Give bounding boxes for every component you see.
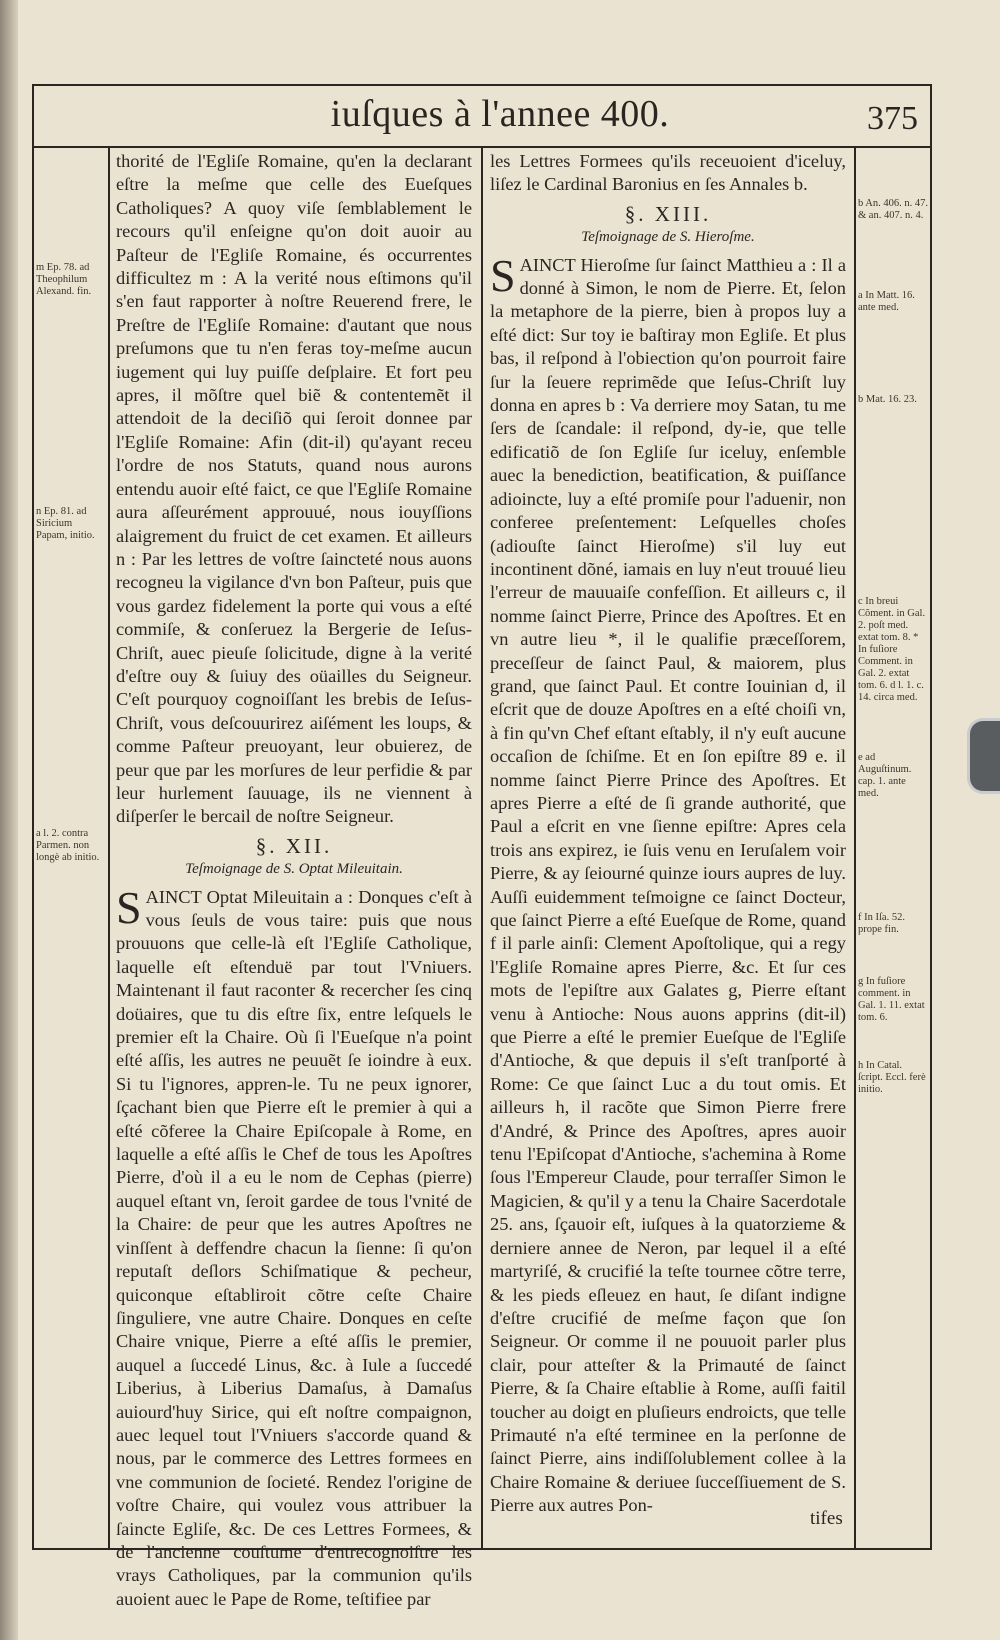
paragraph: [116, 881, 472, 1612]
page-clip: [967, 718, 1000, 794]
running-head: iuſques à l'annee 400.: [330, 93, 670, 135]
gutter-shadow: [0, 0, 18, 1640]
section-subtitle: Teſmoignage de S. Optat Mileuitain.: [185, 861, 403, 878]
paragraph: thorité de l'Egliſe Romaine, qu'en la declarant eſtre la meſme que celle des Eueſques Catholiques? A quoy viſe ſemblablement le recours qu'il enſeigne qu'on doit auoir au Paſteur de l'Egliſe Romaine, és occurrentes difficultez m : A la verité nous eſtimons qu'il s'en faut rapporter à noſtre Reuerend frere, le Preſtre de l'Egliſe Romaine: d'autant que nous preſumons que tu n'en feras toy-meſme aucun iugement qui luy puiſſe deſplaire. Et fort peu apres, il mõſtre quel biẽ & contentemẽt il attendoit de la deciſiõ qui ſeroit donnee par l'Egliſe Romaine: Afin (dit-il) qu'ayant receu l'ordre de nos Statuts, quand nous aurons entendu auoir eſté faict, ce que l'Egliſe Romaine aura aſſeurément approuué, nous iouyſſions alaigrement du fruict de cet examen. Et ailleurs n : Par les lettres de voſtre ſainctеté nous auons recognеu la vigilance d'vn bon Paſteur, puis que vous gardez fidelement la porte qui vous a eſté commiſe, & conſeruez la Bergerie de Ieſus-Chriſt, auec pieuſe ſolicitude, digne à la verité d'eſtre ouy & ſuiuy des oüailles du Seigneur. C'eſt pourquoy cognoiſſant les brebis de Ieſus-Chriſt, vous deſcouurirez aiſément les loups, & comme Paſteur preuoyant, leur obuierez, de peur que par les morſures de leur perfidie & par leur hurlement ſauuage, ils ne viennent à diſperſer le bercail de noſtre Seigneur.: [116, 151, 472, 827]
margin-note: n Ep. 81. ad Siricium Papam, initio.: [36, 506, 95, 541]
section-heading: §. XII.: [255, 833, 333, 858]
paragraph: [490, 249, 846, 1518]
margin-note: e ad Auguſtinum. cap. 1. ante med.: [858, 752, 912, 799]
margin-note: a In Matt. 16. ante med.: [858, 290, 915, 313]
section-heading: §. XIII.: [624, 201, 712, 226]
margin-note: b An. 406. n. 47. & an. 407. n. 4.: [858, 198, 929, 221]
paragraph: les Lettres Formees qu'ils receuoient d'iceluy, liſez le Cardinal Baronius en ſes Annales b.: [490, 151, 846, 195]
frame-right-line: [930, 84, 932, 1550]
frame-rule-top: [32, 84, 932, 86]
right-text-column: [490, 150, 846, 1518]
drop-cap: S: [116, 881, 142, 933]
page-number: 375: [867, 100, 918, 137]
section-subtitle: Teſmoignage de S. Hieroſme.: [581, 229, 755, 246]
paragraph-text: AINCT Hieroſme ſur ſainct Matthieu a : Il a donné à Simon, le nom de Pierre. Et, ſelon la metaphore de la pierre, bien à propos luy a eſté dict: Sur toy ie baſtiray mon Egliſe. Et plus bas, il reſpond à l'obiection qu'on pourroit faire ſur la ſeuere reprimẽde que Ieſus-Chriſt luy donna en apres b : Va derriere moy Satan, tu me ſers de ſcandale: il reſpond, dy-ie, que telle edificatiõ de ſon Egliſe ſur iceluy, enſemble auec la benediction, beatification, & puiſſance adioincte, luy a eſté promiſe pour l'aduenir, non conferee preſentement: Leſquelles choſes (adiouſte ſainct Hieroſme) s'il luy eut incontinent dõné, iamais en luy n'eut trouué lieu l'erreur de mauuaiſe confeſſion. Et ailleurs c, il nomme ſainct Pierre, Prince des Apoſtres. Et en vn autre lieu *, il le qualifie præceſſorem, preceſſeur de ſainct Paul, & maiorem, plus grand, que ſainct Paul. Et contre Iouinian d, il eſcrit que de douze Apoſtres en a eſté choiſi vn, à fin qu'vn Chef eſtant eſtably, il n'y euſt aucune occaſion de ſchiſme. Et en ſon epiſtre 89 e. il nomme ſainct Pierre Prince des Apoſtres. Et apres Pierre a eſté de ſi grande authorité, que Paul a eſcrit en vne ſienne epiſtre: Apres cela trois ans expirez, ie ſuis venu en Ieruſalem voir Pierre, & ay ſeiourné quinze iours aupres de luy. Auſſi euidemment teſmoigne ce ſainct Docteur, que ſainct Pierre a eſté Eueſque de Rome, quand f il parle ainſi: Clement Apoſtolique, qui a regy l'Egliſe Romaine apres Pierre, &c. Et ſur ces mots de l'epiſtre aux Galates g, Pierre eſtant venu à Antioche: Nous auons apprins (dit-il) que Pierre a eſté le premier Eueſque de l'Egliſe d'Antioche, & que depuis il s'eſt tranſporté à Rome: Ce que ſainct Luc a du tout omis. Et ailleurs h, il racõte que Simon Pierre frere d'André, & Prince des Apoſtres, apres auoir tenu l'Epiſcopat d'Antioche, s'achemina à Rome ſous l'Empereur Claude, pour terraſſer Simon le Magicien, & qu'il y a tenu la Chaire Sacerdotale 25. ans, ſçauoir eſt, iuſques à la quatorzieme & derniere annee de Neron, par lequel il a eſté martyriſé, & crucifié la teſte tournee cõtre terre, & les pieds eſleuez en haut, ſe diſant indigne d'eſtre crucifié de meſme façon que ſon Seigneur. Or comme il ne pouuoit parler plus clair, pour atteſter & la Primauté de ſainct Pierre, & ſa Chaire eſtablie à Rome, auſſi faitil toucher au doigt en pluſieurs endroicts, que telle Primauté n'a eſté terminee en la perſonne de ſainct Pierre, ains indiſſolublement colleе à la Chaire Romaine & deriuee ſucceſſiuement de S. Pierre aux autres Pon-: [490, 254, 846, 1516]
column-divider: [481, 146, 483, 1550]
margin-note: g In fuſiore comment. in Gal. 1. 11. extat tom. 6.: [858, 976, 925, 1023]
margin-note: b Mat. 16. 23.: [858, 394, 917, 405]
margin-note: c In breui Cõment. in Gal. 2. poſt med. extat tom. 8. * In fuſiore Comment. in Gal. 2. extat tom. 6. d l. 1. c. 14. circa med.: [858, 596, 926, 703]
paragraph-text: AINCT Optat Mileuitain a : Donques c'eſt à vous ſeuls de vous taire: puis que nous prouuons que celle-là eſt l'Egliſe Catholique, laquelle eſt eſtenduë par tout l'Vniuers. Maintenant il faut raconter & recercher ſes cinq doüaires, que tu dis eſtre ſix, entre leſquels le premier eſt la Chaire. Où ſi l'Eueſque n'a point eſté aſſis, les autres ne peuuẽt ſe ioindre à eux. Si tu l'ignores, appren-le. Tu ne peux ignorer, ſçachant bien que Pierre eſt le premier à qui a eſté cõferee la Chaire Epiſcopale à Rome, en laquelle a eſté aſſis le Chef de tous les Apoſtres Pierre, d'où il a eu le nom de Cephas (pierre) auquel eſtant vn, ſeroit gardee de tous l'vnité de la Chaire: de peur que les autres Apoſtres ne vinſſent à deffendre chacun la ſienne: ſi qu'on reputaſt deſlors Schiſmatique & pecheur, quiconque eſtabliroit cõtre ceſte Chaire ſinguliere, vne autre Chaire. Donques en ceſte Chaire vnique, Pierre a eſté aſſis le premier, auquel a ſuccedé Linus, &c. à Iule a ſuccedé Liberius, à Liberius Damaſus, à Damaſus auiourd'huy Sirice, qui eſt noſtre compaignon, auec lequel tout l'Vniuers s'accorde quand & nous, par le commerce des Lettres formees en vne communion de ſocieté. Rendez l'origine de voſtre Chaire, qui voulez vous attribuer la ſaincte Egliſe, &c. De ces Lettres Formees, & de l'ancienne couſtume d'entrecognoiſtre les vrays Catholiques, par la communion qu'ils auoient auec le Pape de Rome, teſtifiee par: [116, 886, 472, 1609]
catchword: tifes: [810, 1508, 843, 1529]
margin-note: m Ep. 78. ad Theophilum Alexand. fin.: [36, 262, 92, 297]
margin-rule-right: [854, 146, 856, 1550]
frame-left-line: [32, 84, 34, 1550]
drop-cap: S: [490, 249, 516, 301]
left-text-column: [116, 150, 472, 1611]
margin-note: h In Catal. ſcript. Eccl. ferè initio.: [858, 1060, 926, 1095]
margin-note: a l. 2. contra Parmen. non longè ab initio.: [36, 828, 100, 863]
margin-rule-left: [108, 146, 110, 1550]
margin-note: f In Iſa. 52. prope fin.: [858, 912, 905, 935]
